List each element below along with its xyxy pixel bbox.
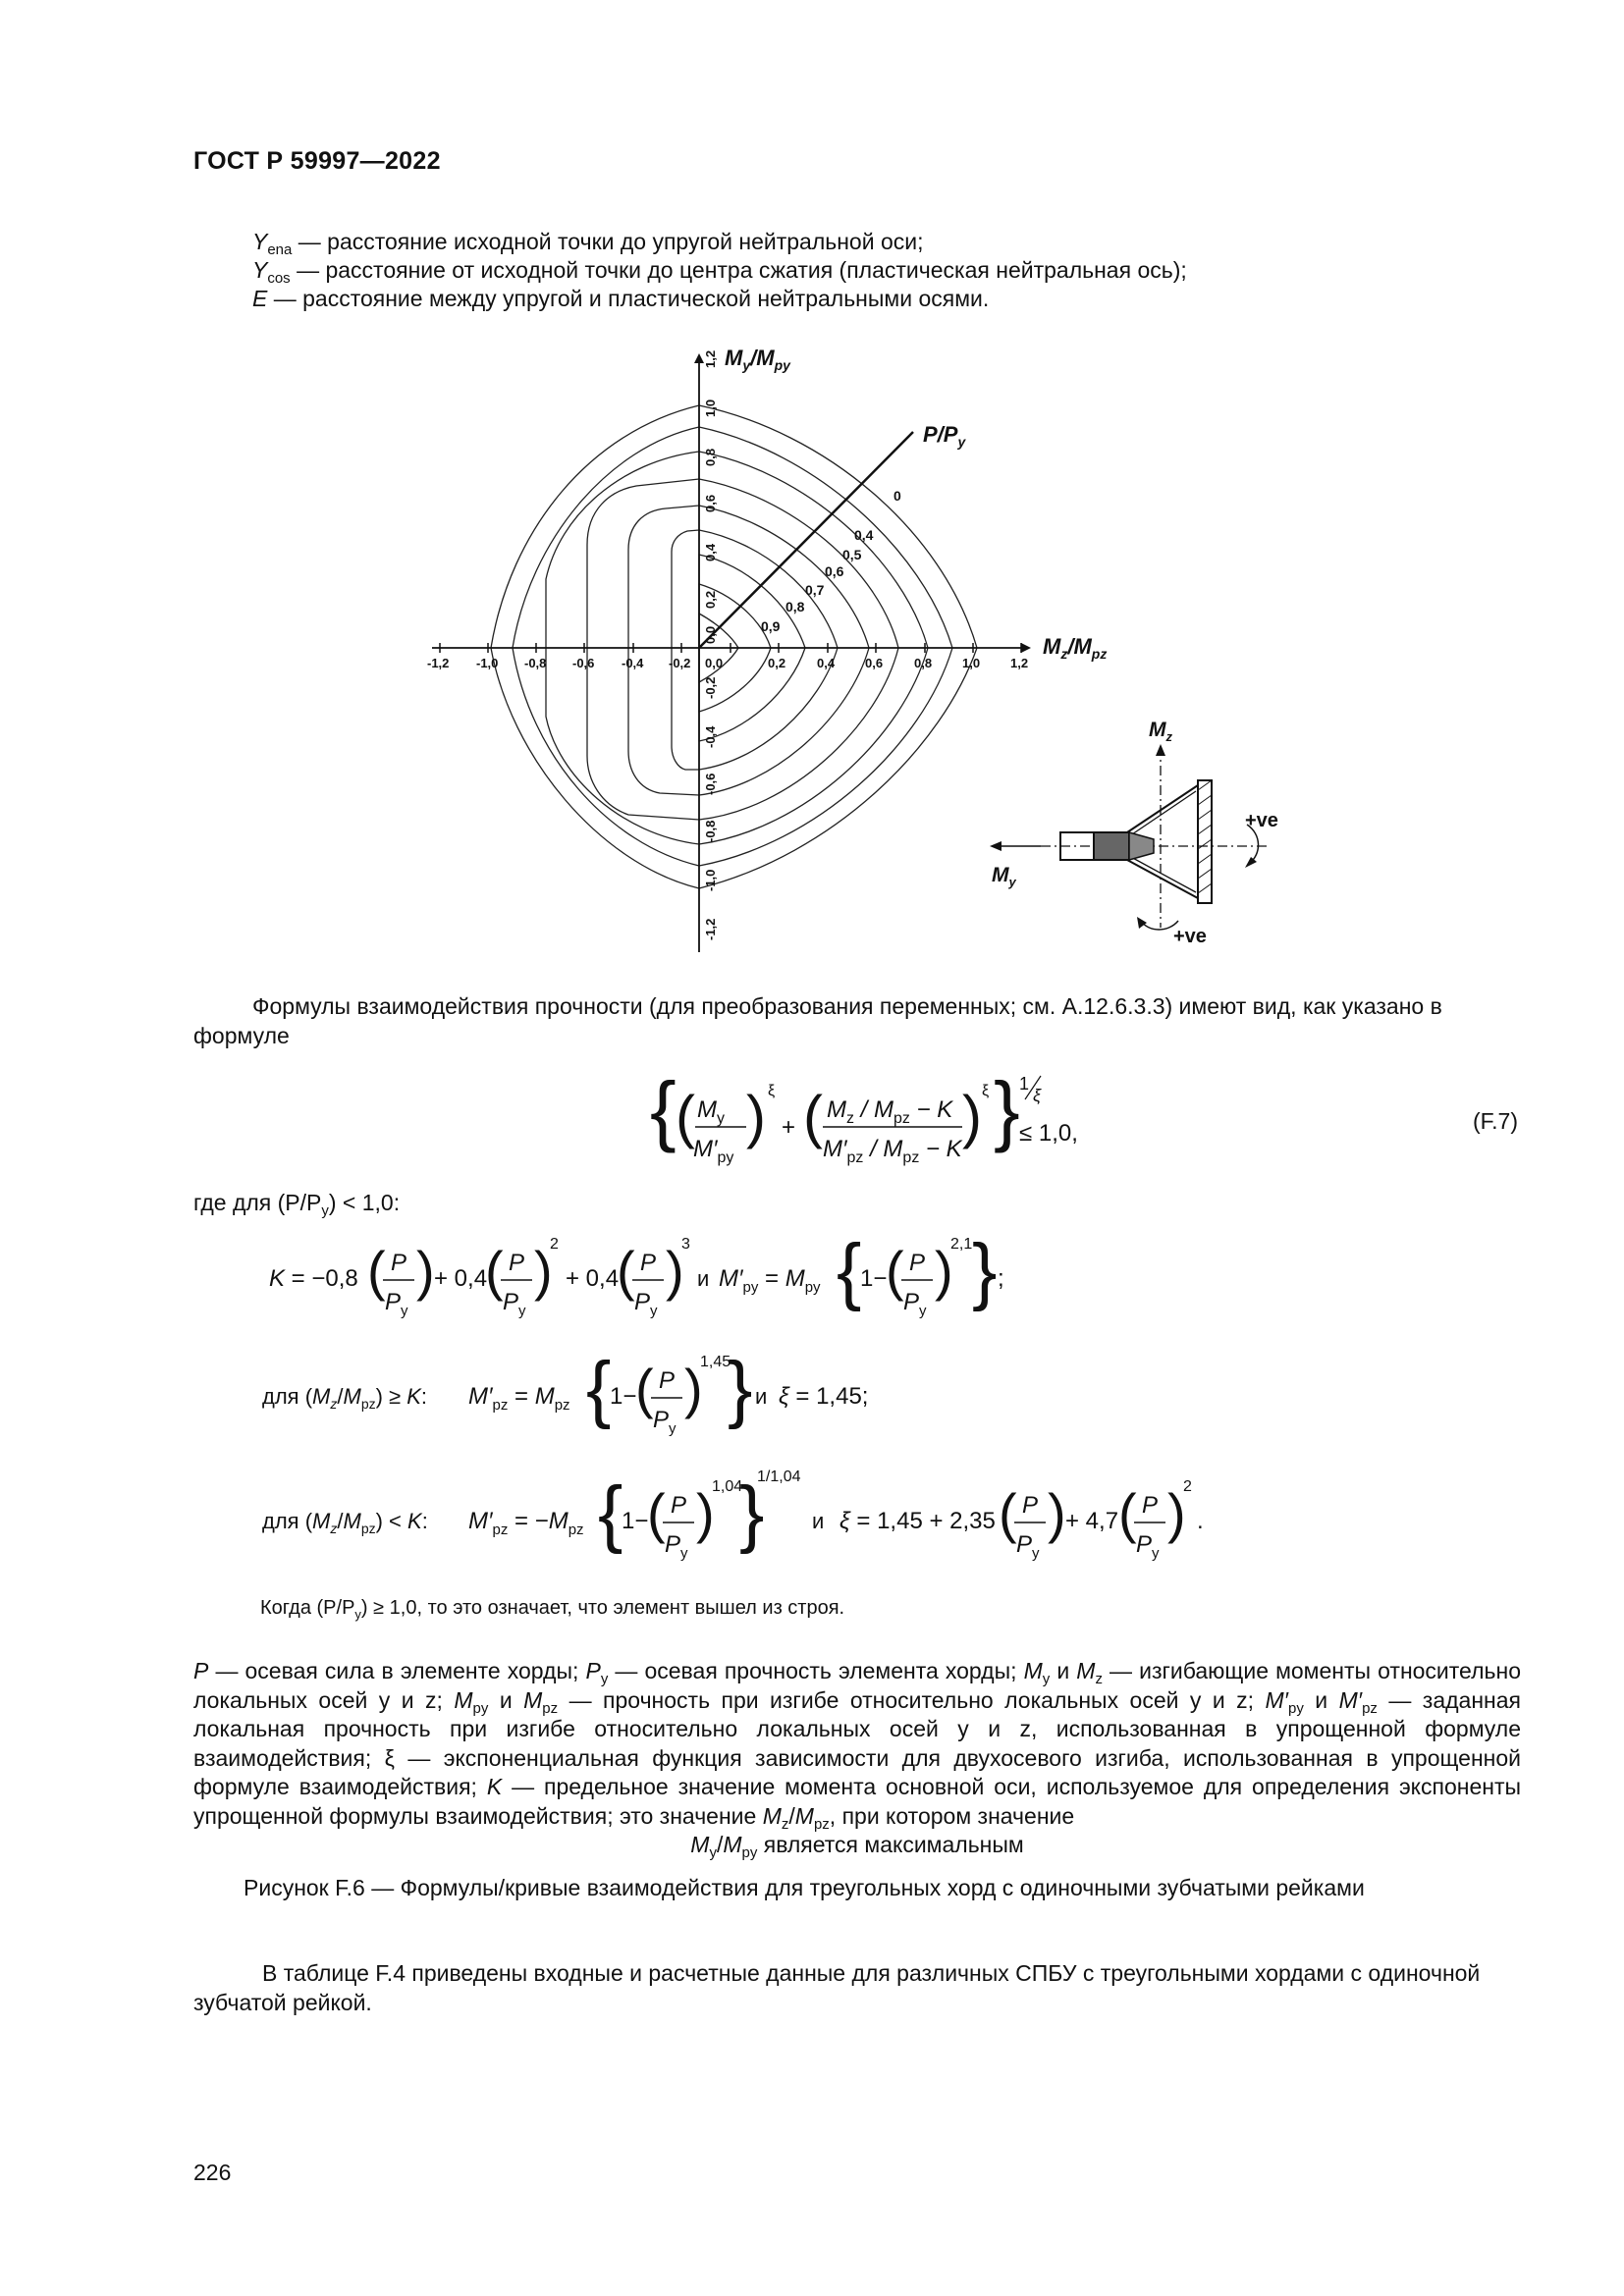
condition-sub: y (321, 1202, 329, 1219)
y-tick-labels (703, 350, 718, 940)
x-tick: 1,2 (1010, 656, 1029, 670)
svg-text:}: } (994, 1066, 1020, 1153)
x-tick: -1,0 (476, 656, 499, 670)
def-symbol: E (252, 286, 268, 311)
def-sub: ena (267, 241, 293, 258)
svg-text:ξ = 1,45 + 2,35: ξ = 1,45 + 2,35 (839, 1508, 996, 1534)
interaction-diagram (422, 334, 1278, 962)
legend-first: — осевая сила в элементе хорды; (215, 1658, 579, 1683)
x-tick: 0,8 (914, 656, 933, 670)
svg-text:2: 2 (1183, 1478, 1192, 1495)
svg-text:и: и (812, 1509, 825, 1533)
svg-text:My: $M_y$ (697, 1096, 725, 1127)
failure-head: Когда (P/P (260, 1597, 355, 1619)
y-tick: -0,2 (703, 676, 718, 699)
svg-text:(: ( (485, 1240, 504, 1302)
y-tick: -1,2 (703, 918, 718, 940)
svg-text:P: P (1142, 1492, 1159, 1519)
curve-label: 0,6 (825, 563, 844, 579)
svg-text:Py: $P_y$ (903, 1289, 927, 1319)
svg-text:P: P (671, 1492, 687, 1519)
def-sub: cos (267, 270, 291, 287)
formula-k (265, 1227, 1011, 1335)
svg-text:+ 0,4: + 0,4 (566, 1265, 620, 1292)
x-tick: -1,2 (427, 656, 450, 670)
svg-text:1,45: 1,45 (700, 1354, 731, 1370)
definition-e (252, 285, 989, 312)
svg-text:+ 4,7: + 4,7 (1065, 1508, 1119, 1534)
svg-text:для (Mz/Mpz) ≥ K:: для $(M_z/M_{pz}) \ge K$: (262, 1384, 428, 1412)
inset-ve-bottom: +ve (1173, 926, 1207, 947)
svg-text:Py: $P_y$ (503, 1289, 526, 1319)
x-tick: -0,6 (572, 656, 595, 670)
x-tick: 0,0 (705, 656, 724, 670)
svg-text:Py: $P_y$ (1016, 1531, 1040, 1562)
interaction-curves (491, 405, 977, 888)
y-tick: 1,0 (703, 399, 718, 417)
def-text: — расстояние от исходной точки до центра сжатия (пластическая нейтральная ось); (290, 257, 1187, 283)
svg-text:1−: 1− (610, 1383, 637, 1410)
x-tick: -0,4 (622, 656, 644, 670)
svg-text:(: ( (886, 1240, 904, 1302)
condition-head: где для (P/P (193, 1190, 322, 1215)
svg-text:): ) (534, 1240, 553, 1302)
svg-text:(: ( (999, 1482, 1017, 1544)
svg-text:(: ( (1118, 1482, 1137, 1544)
svg-text:(: ( (617, 1240, 635, 1302)
svg-text:): ) (684, 1358, 703, 1419)
curve-label: 0 (893, 488, 901, 504)
inset-mz-label: $M_z$ (1149, 719, 1172, 744)
svg-text:ξ: ξ (768, 1083, 776, 1099)
definition-ycos (252, 256, 1187, 287)
svg-text:Py: $P_y$ (653, 1407, 677, 1437)
curve-label: 0,9 (761, 618, 781, 634)
svg-text:1−: 1− (860, 1265, 888, 1292)
svg-text:{: { (650, 1066, 677, 1153)
failure-tail: ) ≥ 1,0, то это означает, что элемент вышел из строя. (360, 1597, 845, 1619)
y-tick: 0,6 (703, 494, 718, 512)
y-tick: 0,0 (703, 625, 718, 644)
svg-text:): ) (416, 1240, 435, 1302)
svg-text:}: } (728, 1347, 753, 1430)
svg-text:;: ; (998, 1265, 1004, 1292)
svg-text:2: 2 (550, 1236, 559, 1253)
svg-text:): ) (666, 1240, 684, 1302)
svg-text:M′pz = −Mpz: $M'_{pz} = -M_{pz}$ (468, 1508, 584, 1538)
svg-text:{: { (598, 1471, 623, 1555)
svg-text:+ 0,4: + 0,4 (434, 1265, 488, 1292)
svg-text:P: P (659, 1367, 676, 1394)
def-text: — расстояние исходной точки до упругой нейтральной оси; (292, 229, 924, 254)
svg-text:≤ 1,0,: ≤ 1,0, (1019, 1120, 1078, 1147)
y-tick: -0,6 (703, 773, 718, 795)
x-tick: -0,2 (669, 656, 691, 670)
curve-5 (672, 530, 838, 770)
svg-text:ξ: ξ (1033, 1086, 1042, 1105)
y-axis-label: $M_y/M_{py}$ (725, 346, 790, 373)
svg-text:M′py = Mpy: $M'_{py} = M_{py}$ (719, 1265, 821, 1296)
svg-text:ξ = 1,45;: ξ = 1,45; (779, 1383, 869, 1410)
svg-text:(: ( (676, 1084, 695, 1149)
svg-text:P: P (1022, 1492, 1039, 1519)
inset-my-label: $M_y$ (992, 864, 1016, 889)
svg-text:и: и (697, 1266, 710, 1291)
curve-label: 0,8 (785, 599, 805, 614)
y-tick: 0,4 (703, 543, 718, 561)
chord-inset (990, 719, 1278, 947)
svg-text:): ) (962, 1084, 982, 1149)
svg-text:(: ( (635, 1358, 654, 1419)
svg-text:Py: $P_y$ (1136, 1531, 1160, 1562)
svg-text:(: ( (647, 1482, 666, 1544)
def-symbol: Y (252, 229, 268, 254)
svg-text:+: + (782, 1114, 796, 1141)
y-tick: 0,8 (703, 448, 718, 466)
curve-label: 0,7 (805, 582, 825, 598)
page-number: 226 (193, 2160, 232, 2185)
def-symbol: Y (252, 257, 268, 283)
svg-text:Mz / Mpz − K: $M_z / M_{pz} - K$ (827, 1096, 953, 1127)
svg-text:P: P (391, 1250, 407, 1276)
inset-ve-right: +ve (1245, 810, 1278, 831)
curve-label: 0,5 (842, 547, 862, 562)
svg-text:K = −0,8: K = −0,8 (269, 1265, 358, 1292)
svg-text:): ) (696, 1482, 715, 1544)
svg-text:2,1: 2,1 (950, 1236, 973, 1253)
svg-text:): ) (746, 1084, 766, 1149)
y-tick: 0,2 (703, 590, 718, 609)
svg-text:): ) (1048, 1482, 1066, 1544)
definition-yena (252, 228, 924, 258)
svg-text:(: ( (367, 1240, 386, 1302)
svg-text:M′pz = Mpz: $M'_{pz} = M_{pz}$ (468, 1383, 570, 1414)
svg-text:(: ( (803, 1084, 823, 1149)
failure-note (260, 1597, 844, 1620)
svg-text:ξ: ξ (982, 1083, 990, 1099)
y-tick: -1,0 (703, 869, 718, 891)
y-tick: 1,2 (703, 349, 718, 368)
svg-text:P: P (509, 1250, 525, 1276)
failure-sub: y (354, 1607, 361, 1622)
figure-caption: Рисунок F.6 — Формулы/кривые взаимодействия для треугольных хорд с одиночными зубчатыми рейками (244, 1875, 1365, 1900)
curve-1 (513, 427, 952, 866)
variable-legend: P — осевая сила в элементе хорды; $P_y$ — осевая прочность элемента хорды; $M_y$ и $M_z$ — изгибающие моменты относительно локальных осей y и z; $M_{py}$ и $M_{pz}$ — прочность при изгибе относительно локальных осей y и z; $M'_{py}$ и $M'_{pz}$ — заданная локальная прочность при изгибе относительно локальных осей y и z, использованная в упрощенной формуле взаимодействия; ξ — экспоненциальная функция зависимости для двухосевого изгиба, использованная в упрощенной формуле взаимодействия; K — предельное значение момента основной оси, используемое для определения экспоненты упрощенной формулы взаимодействия; это значение $M_z/M_{pz}$, при котором значение $M_y/M_{py}$ является максимальным (193, 1658, 1522, 1861)
curve-4 (628, 506, 869, 795)
x-tick: 0,2 (768, 656, 786, 670)
svg-text:1−: 1− (622, 1508, 649, 1534)
x-tick: -0,8 (524, 656, 547, 670)
svg-text:Py: $P_y$ (665, 1531, 688, 1562)
svg-text:}: } (972, 1229, 998, 1312)
x-tick: 1,0 (962, 656, 981, 670)
y-tick: -0,4 (703, 725, 718, 748)
svg-text:): ) (1167, 1482, 1186, 1544)
svg-text:Py: $P_y$ (385, 1289, 408, 1319)
svg-text:M′py: $M'_{py}$ (693, 1136, 734, 1166)
svg-text:и: и (755, 1384, 768, 1409)
x-tick: 0,4 (817, 656, 836, 670)
svg-text:): ) (935, 1240, 953, 1302)
condition-tail: ) < 1,0: (328, 1190, 401, 1215)
svg-text:}: } (739, 1471, 765, 1555)
formula-number: (F.7) (1473, 1108, 1518, 1134)
svg-text:{: { (837, 1229, 862, 1312)
formula-mpz-lt (260, 1458, 1232, 1575)
svg-text:1: 1 (1019, 1074, 1030, 1094)
svg-text:P: P (640, 1250, 657, 1276)
closing-paragraph: В таблице F.4 приведены входные и расчетные данные для различных СПБУ с треугольными хордами с одиночной зубчатой рейкой. (193, 1960, 1481, 2015)
condition-text (193, 1188, 400, 1217)
def-text: — расстояние между упругой и пластической нейтральными осями. (267, 286, 990, 311)
x-axis-label: $M_z/M_{pz}$ (1043, 634, 1108, 662)
svg-text:1/1,04: 1/1,04 (757, 1468, 801, 1485)
svg-text:P: P (909, 1250, 926, 1276)
svg-text:Py: $P_y$ (634, 1289, 658, 1319)
y-tick: -0,8 (703, 820, 718, 842)
svg-text:3: 3 (681, 1236, 690, 1253)
x-axis-arrow (1021, 643, 1031, 653)
x-tick: 0,6 (865, 656, 884, 670)
formula-f7 (648, 1060, 1080, 1188)
svg-text:{: { (586, 1347, 612, 1430)
formula-intro: Формулы взаимодействия прочности (для преобразования переменных; см. А.12.6.3.3) имеют вид, как указано в формуле (193, 993, 1442, 1048)
document-header: ГОСТ Р 59997—2022 (193, 147, 441, 175)
svg-text:для (Mz/Mpz) < K:: для $(M_z/M_{pz}) < K$: (262, 1509, 428, 1536)
svg-text:1,04: 1,04 (712, 1478, 743, 1495)
curve-0 (491, 405, 977, 888)
svg-text:.: . (1197, 1508, 1204, 1534)
formula-mpz-ge (260, 1343, 908, 1451)
svg-text:M′pz / Mpz − K: $M'_{pz} / M_{pz} - K$ (823, 1136, 962, 1166)
load-label: $P/P_y$ (923, 422, 966, 450)
curve-label: 0,4 (854, 527, 874, 543)
